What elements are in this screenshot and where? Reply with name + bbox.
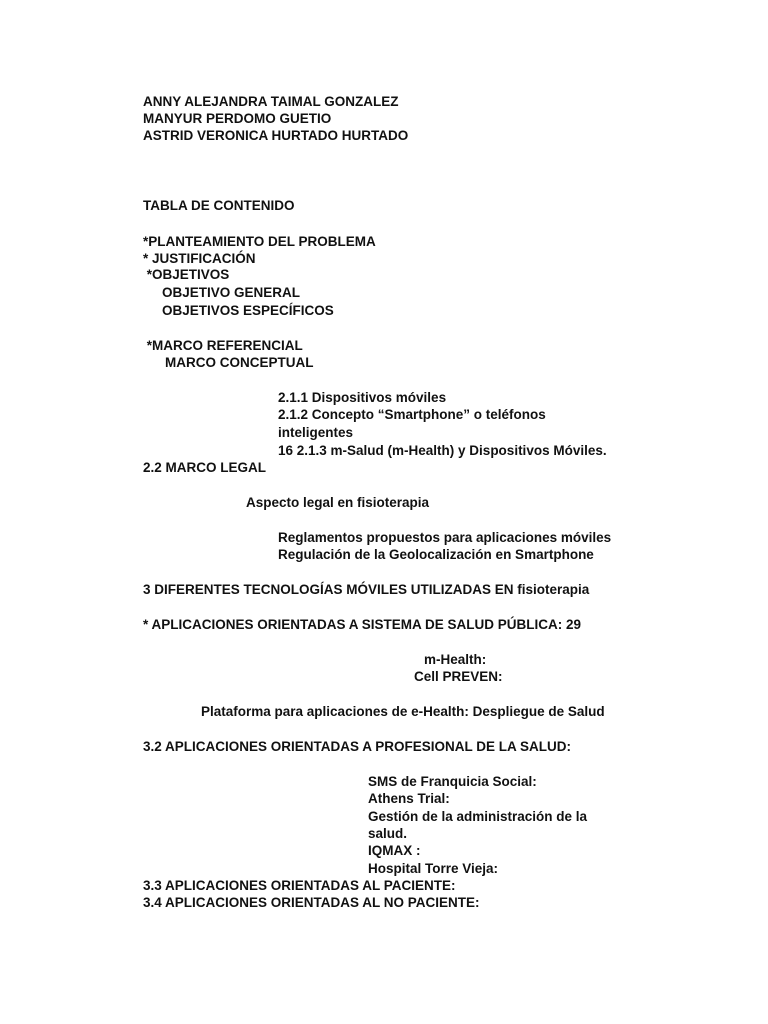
toc-item-regulacion: Regulación de la Geolocalización en Smartphone: [278, 547, 594, 562]
toc-item-iqmax: IQMAX :: [368, 843, 421, 858]
toc-item-concepto-smartphone: 2.1.2 Concepto “Smartphone” o teléfonos: [278, 407, 546, 422]
toc-item-profesional: 3.2 APLICACIONES ORIENTADAS A PROFESIONAL DE LA SALUD:: [143, 739, 572, 754]
toc-item-athens: Athens Trial:: [368, 791, 450, 806]
toc-item-dispositivos-moviles: 2.1.1 Dispositivos móviles: [278, 390, 447, 405]
toc-item-plataforma: Plataforma para aplicaciones de e-Health: Despliegue de Salud: [201, 704, 605, 719]
author-name-2: MANYUR PERDOMO GUETIO: [143, 111, 332, 126]
author-name-1: ANNY ALEJANDRA TAIMAL GONZALEZ: [143, 94, 399, 109]
toc-item-aspecto-legal: Aspecto legal en fisioterapia: [246, 495, 430, 510]
toc-item-gestion: Gestión de la administración de la: [368, 809, 588, 824]
toc-item-tecnologias: 3 DIFERENTES TECNOLOGÍAS MÓVILES UTILIZADAS EN fisioterapia: [143, 582, 590, 597]
toc-item-marco-legal: 2.2 MARCO LEGAL: [143, 460, 267, 475]
toc-item-cell-preven: Cell PREVEN:: [414, 669, 503, 684]
toc-item-paciente: 3.3 APLICACIONES ORIENTADAS AL PACIENTE:: [143, 878, 456, 893]
toc-item-no-paciente: 3.4 APLICACIONES ORIENTADAS AL NO PACIENTE:: [143, 895, 480, 910]
toc-item-objetivo-general: OBJETIVO GENERAL: [162, 285, 301, 300]
toc-item-torre-vieja: Hospital Torre Vieja:: [368, 861, 499, 876]
toc-item-justificacion: * JUSTIFICACIÓN: [143, 251, 256, 266]
toc-item-concepto-smartphone-cont: inteligentes: [278, 425, 354, 440]
toc-item-reglamentos: Reglamentos propuestos para aplicaciones móviles: [278, 530, 612, 545]
toc-item-sms: SMS de Franquicia Social:: [368, 774, 537, 789]
author-name-3: ASTRID VERONICA HURTADO HURTADO: [143, 128, 409, 143]
toc-item-mhealth: m-Health:: [424, 652, 487, 667]
toc-item-marco-referencial: *MARCO REFERENCIAL: [143, 338, 303, 353]
toc-item-objetivos-especificos: OBJETIVOS ESPECÍFICOS: [162, 303, 334, 318]
toc-item-gestion-cont: salud.: [368, 826, 408, 841]
toc-title: TABLA DE CONTENIDO: [143, 198, 295, 213]
toc-item-salud-publica: * APLICACIONES ORIENTADAS A SISTEMA DE SALUD PÚBLICA: 29: [143, 617, 582, 632]
toc-item-msalud: 16 2.1.3 m-Salud (m-Health) y Dispositivos Móviles.: [278, 443, 607, 458]
toc-item-marco-conceptual: MARCO CONCEPTUAL: [165, 355, 314, 370]
toc-item-objetivos: *OBJETIVOS: [143, 267, 230, 282]
toc-item-planteamiento: *PLANTEAMIENTO DEL PROBLEMA: [143, 234, 376, 249]
